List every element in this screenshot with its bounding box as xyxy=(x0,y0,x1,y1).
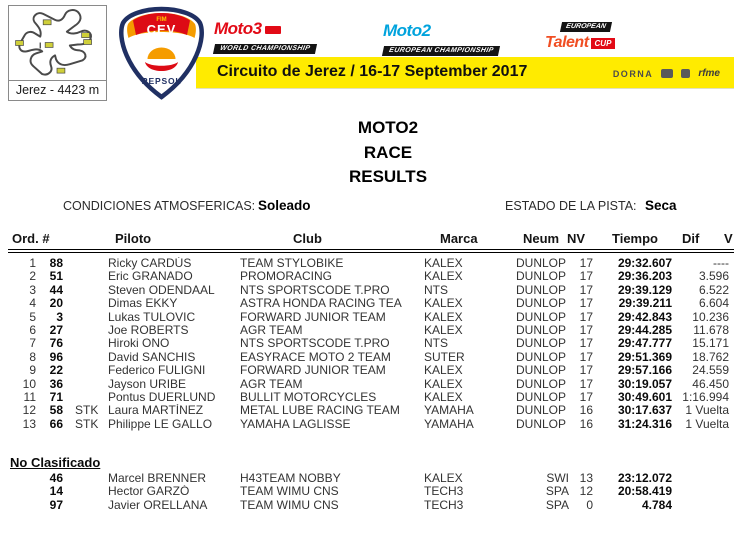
cell-ord: 1 xyxy=(29,257,36,270)
cell-dif xyxy=(672,485,734,498)
talent-region: EUROPEAN xyxy=(560,22,612,32)
cell-ord xyxy=(10,472,38,485)
cell-nv: 12 xyxy=(579,485,593,499)
cell-marca: KALEX xyxy=(424,310,463,324)
cell-ord: 13 xyxy=(22,417,36,431)
cell-num: 76 xyxy=(49,337,63,351)
cell-stk xyxy=(68,472,108,485)
cell-stk xyxy=(68,378,108,391)
cell-num: 14 xyxy=(49,485,63,499)
cell-nv: 17 xyxy=(579,390,593,404)
cell-stk xyxy=(68,499,108,512)
cell-nat: SPA xyxy=(545,498,569,512)
cell-marca: KALEX xyxy=(424,390,463,404)
cell-stk xyxy=(68,311,108,324)
cell-tiempo: 31:24.316 xyxy=(617,417,672,431)
track-map-image xyxy=(9,7,106,81)
cell-num: 58 xyxy=(49,404,63,418)
cell-dif: 15.171 xyxy=(692,337,729,351)
cell-num: 20 xyxy=(49,297,63,311)
moto3-logo xyxy=(214,21,316,55)
cell-tiempo: 29:42.843 xyxy=(617,310,672,324)
cell-dif: 1 Vuelta xyxy=(685,404,729,418)
cell-tiempo: 29:57.166 xyxy=(617,364,672,378)
cell-nv: 17 xyxy=(579,270,593,284)
track-state-value: Seca xyxy=(645,198,677,213)
cell-pilot: Philippe LE GALLO xyxy=(108,417,213,431)
cell-pilot: Marcel BRENNER xyxy=(108,472,207,485)
track-caption: Jerez - 4423 m xyxy=(9,80,106,100)
repsol-label: REPSOL xyxy=(141,76,182,86)
cell-nv: 17 xyxy=(579,323,593,337)
cell-num: 44 xyxy=(49,283,63,297)
cell-num: 22 xyxy=(49,364,63,378)
cell-ord: 4 xyxy=(29,297,36,311)
cell-ord: 7 xyxy=(29,337,36,351)
cell-club: YAMAHA LAGLISSE xyxy=(240,417,351,431)
page-title xyxy=(55,116,721,190)
cell-dif: 11.678 xyxy=(693,323,729,337)
table-header xyxy=(0,231,734,249)
title-session: RACE xyxy=(363,142,413,162)
not-classified-results xyxy=(10,472,734,512)
cell-ord: 9 xyxy=(29,364,36,378)
weather-value: Soleado xyxy=(258,198,311,213)
cell-neum: DUNLOP xyxy=(516,350,567,364)
cell-pilot: David SANCHIS xyxy=(108,350,196,364)
cell-neum: DUNLOP xyxy=(516,404,567,418)
title-class: MOTO2 xyxy=(357,118,419,137)
rfme-logo: rfme xyxy=(698,68,720,79)
col-club: Club xyxy=(293,231,322,246)
cell-club: PROMORACING xyxy=(240,270,333,284)
cell-num: 71 xyxy=(49,390,63,404)
cell-num: 46 xyxy=(49,472,63,485)
cell-stk xyxy=(68,324,108,337)
event-title: Circuito de Jerez / 16-17 September 2017 xyxy=(217,63,528,80)
moto2-logo xyxy=(383,23,499,57)
col-dif: Dif xyxy=(682,231,700,246)
table-row xyxy=(10,284,734,297)
cell-ord: 8 xyxy=(29,350,36,364)
cell-nv: 17 xyxy=(579,364,593,378)
nc-table-row xyxy=(10,472,734,485)
cell-stk xyxy=(68,485,108,498)
cell-pilot: Eric GRANADO xyxy=(108,270,193,284)
cell-tiempo: 23:12.072 xyxy=(617,472,672,485)
cell-pilot: Pontus DUERLUND xyxy=(108,390,216,404)
cell-stk xyxy=(68,284,108,297)
cell-club: EASYRACE MOTO 2 TEAM xyxy=(240,350,391,364)
cell-num: 96 xyxy=(49,350,63,364)
cell-ord: 6 xyxy=(29,323,36,337)
cell-club: NTS SPORTSCODE T.PRO xyxy=(240,283,390,297)
cell-pilot: Hector GARZÓ xyxy=(108,485,190,499)
not-classified-label: No Clasificado xyxy=(10,455,101,470)
cell-neum: DUNLOP xyxy=(516,310,567,324)
cell-marca: YAMAHA xyxy=(424,417,474,431)
classified-results xyxy=(10,257,734,431)
cell-neum: DUNLOP xyxy=(516,417,567,431)
cell-dif: 3.596 xyxy=(698,270,729,284)
cell-ord xyxy=(10,499,38,512)
cell-dif: 6.604 xyxy=(698,297,729,311)
col-v: V xyxy=(724,231,733,246)
cell-pilot: Hiroki ONO xyxy=(108,337,170,351)
dorna-logo: DORNA xyxy=(612,68,654,79)
talent-wordmark: Talent xyxy=(545,34,589,51)
cell-pilot: Laura MARTÍNEZ xyxy=(108,404,204,418)
cell-ord: 3 xyxy=(29,283,36,297)
cell-stk xyxy=(68,364,108,377)
table-row xyxy=(10,311,734,324)
table-row xyxy=(10,391,734,404)
cell-club: FORWARD JUNIOR TEAM xyxy=(240,364,386,378)
cell-nv: 17 xyxy=(579,297,593,311)
cell-pilot: Lukas TULOVIC xyxy=(108,310,196,324)
cell-marca: TECH3 xyxy=(424,498,464,512)
cell-pilot: Dimas EKKY xyxy=(108,297,178,311)
table-row xyxy=(10,364,734,377)
cell-nv: 16 xyxy=(579,404,593,418)
cell-ord: 12 xyxy=(22,404,36,418)
cell-tiempo: 29:47.777 xyxy=(617,337,672,351)
cell-tiempo: 30:19.057 xyxy=(617,377,672,391)
track-map-box xyxy=(8,5,107,101)
cell-dif: 1 Vuelta xyxy=(685,417,729,431)
cell-nv: 17 xyxy=(579,377,593,391)
cell-club: TEAM WIMU CNS xyxy=(240,498,339,512)
cell-stk xyxy=(68,297,108,310)
moto2-tagline: EUROPEAN CHAMPIONSHIP xyxy=(382,46,501,56)
cev-label: CEV xyxy=(146,22,177,37)
cell-club: TEAM STYLOBIKE xyxy=(240,257,344,270)
cell-stk xyxy=(68,337,108,350)
cell-dif: 6.522 xyxy=(698,283,729,297)
cell-num: 3 xyxy=(56,310,63,324)
cell-marca: NTS xyxy=(424,337,448,351)
cell-pilot: Federico FULIGNI xyxy=(108,364,206,378)
cell-marca: KALEX xyxy=(424,270,463,284)
cell-ord: 2 xyxy=(29,270,36,284)
cell-nat: SPA xyxy=(545,485,569,499)
cell-club: ASTRA HONDA RACING TEA xyxy=(240,297,402,311)
cell-stk xyxy=(68,257,108,270)
cell-stk: STK xyxy=(75,417,99,431)
header-rule xyxy=(8,249,734,253)
cell-nat: SWI xyxy=(546,472,569,485)
cell-neum: DUNLOP xyxy=(516,337,567,351)
cell-tiempo: 4.784 xyxy=(641,498,672,512)
cell-tiempo: 30:17.637 xyxy=(617,404,672,418)
talent-cup-logo xyxy=(545,15,615,52)
cell-neum: DUNLOP xyxy=(516,364,567,378)
series-logos xyxy=(212,14,692,58)
cell-marca: TECH3 xyxy=(424,485,464,499)
cell-stk xyxy=(68,391,108,404)
cell-club: BULLIT MOTORCYCLES xyxy=(240,390,377,404)
table-row xyxy=(10,337,734,350)
cell-num: 66 xyxy=(49,417,63,431)
cell-club: AGR TEAM xyxy=(240,323,303,337)
cell-dif: ---- xyxy=(713,257,729,270)
cell-stk xyxy=(68,351,108,364)
table-row xyxy=(10,297,734,310)
cell-club: NTS SPORTSCODE T.PRO xyxy=(240,337,390,351)
track-state-label: ESTADO DE LA PISTA: xyxy=(505,199,637,213)
nc-table-row xyxy=(10,485,734,498)
cell-marca: NTS xyxy=(424,283,448,297)
col-neum: Neum xyxy=(523,231,560,246)
cell-pilot: Javier ORELLANA xyxy=(108,498,208,512)
cell-club: H43TEAM NOBBY xyxy=(240,472,341,485)
cell-nv: 13 xyxy=(579,472,593,485)
title-type: RESULTS xyxy=(348,167,428,186)
cell-num: 51 xyxy=(49,270,63,284)
table-row xyxy=(10,418,734,431)
cell-stk xyxy=(68,270,108,283)
fim-icon xyxy=(661,69,673,78)
col-pilot: Piloto xyxy=(115,231,152,246)
cell-neum: DUNLOP xyxy=(516,257,567,270)
cell-tiempo: 29:36.203 xyxy=(617,270,672,284)
cell-pilot: Ricky CARDÚS xyxy=(108,257,192,270)
cell-ord xyxy=(10,485,38,498)
cell-club: FORWARD JUNIOR TEAM xyxy=(240,310,386,324)
cell-neum: DUNLOP xyxy=(516,283,567,297)
cell-tiempo: 30:49.601 xyxy=(617,390,672,404)
cell-dif xyxy=(672,472,734,485)
event-banner xyxy=(196,57,734,89)
table-row xyxy=(10,378,734,391)
cell-marca: KALEX xyxy=(424,472,463,485)
cell-dif: 10.236 xyxy=(692,310,729,324)
cell-pilot: Steven ODENDAAL xyxy=(108,283,215,297)
cell-tiempo: 29:39.211 xyxy=(618,297,672,311)
cell-marca: KALEX xyxy=(424,257,463,270)
cell-num: 36 xyxy=(49,377,63,391)
fim-europe-icon xyxy=(681,69,690,78)
cev-repsol-badge xyxy=(111,6,212,101)
cell-nv: 0 xyxy=(586,498,593,512)
col-nv: NV xyxy=(567,231,586,246)
cell-nv: 16 xyxy=(579,417,593,431)
col-tiempo: Tiempo xyxy=(612,231,658,246)
cell-nv: 17 xyxy=(579,283,593,297)
cell-pilot: Joe ROBERTS xyxy=(108,323,189,337)
cell-stk: STK xyxy=(75,404,99,418)
cell-nv: 17 xyxy=(579,257,593,270)
cell-neum: DUNLOP xyxy=(516,323,567,337)
cell-num: 88 xyxy=(49,257,63,270)
cell-num: 97 xyxy=(49,498,63,512)
cell-dif xyxy=(672,499,734,512)
moto2-wordmark: Moto2 xyxy=(383,21,431,40)
cell-tiempo: 29:32.607 xyxy=(617,257,672,270)
cell-pilot: Jayson URIBE xyxy=(108,377,187,391)
weather-label: CONDICIONES ATMOSFERICAS: xyxy=(63,199,256,213)
fim-label: FIM xyxy=(156,17,167,23)
cell-ord: 5 xyxy=(29,310,36,324)
cell-neum: DUNLOP xyxy=(516,390,567,404)
cell-marca: KALEX xyxy=(424,364,463,378)
table-row xyxy=(10,324,734,337)
cell-tiempo: 29:51.369 xyxy=(617,350,672,364)
cell-ord: 11 xyxy=(23,390,36,404)
cell-dif: 1:16.994 xyxy=(682,390,729,404)
cell-dif: 18.762 xyxy=(692,350,729,364)
cell-tiempo: 29:39.129 xyxy=(617,283,672,297)
table-row xyxy=(10,270,734,283)
table-row xyxy=(10,351,734,364)
cell-marca: SUTER xyxy=(424,350,465,364)
moto3-tagline: WORLD CHAMPIONSHIP xyxy=(213,44,317,54)
col-ord: Ord. # xyxy=(12,231,50,246)
cell-neum: DUNLOP xyxy=(516,297,567,311)
cell-neum: DUNLOP xyxy=(516,377,567,391)
moto3-wordmark: Moto3 xyxy=(214,19,262,38)
cell-marca: YAMAHA xyxy=(424,404,474,418)
cell-tiempo: 29:44.285 xyxy=(617,323,672,337)
moto3-junior-badge xyxy=(265,26,281,34)
cell-marca: KALEX xyxy=(424,377,463,391)
cell-club: METAL LUBE RACING TEAM xyxy=(240,404,400,418)
col-marca: Marca xyxy=(440,231,478,246)
talent-cup-badge: CUP xyxy=(591,38,616,49)
cell-nv: 17 xyxy=(579,350,593,364)
cell-marca: KALEX xyxy=(424,297,463,311)
cell-num: 27 xyxy=(49,323,63,337)
cell-dif: 46.450 xyxy=(692,377,729,391)
cell-club: AGR TEAM xyxy=(240,377,303,391)
cell-neum: DUNLOP xyxy=(516,270,567,284)
cell-dif: 24.559 xyxy=(692,364,729,378)
nc-table-row xyxy=(10,499,734,512)
cell-tiempo: 20:58.419 xyxy=(617,485,672,499)
cell-club: TEAM WIMU CNS xyxy=(240,485,339,499)
cell-ord: 10 xyxy=(22,377,36,391)
partner-logos xyxy=(613,68,720,79)
cell-nv: 17 xyxy=(579,310,593,324)
table-row xyxy=(10,404,734,417)
cell-nv: 17 xyxy=(579,337,593,351)
table-row xyxy=(10,257,734,270)
cell-marca: KALEX xyxy=(424,323,463,337)
